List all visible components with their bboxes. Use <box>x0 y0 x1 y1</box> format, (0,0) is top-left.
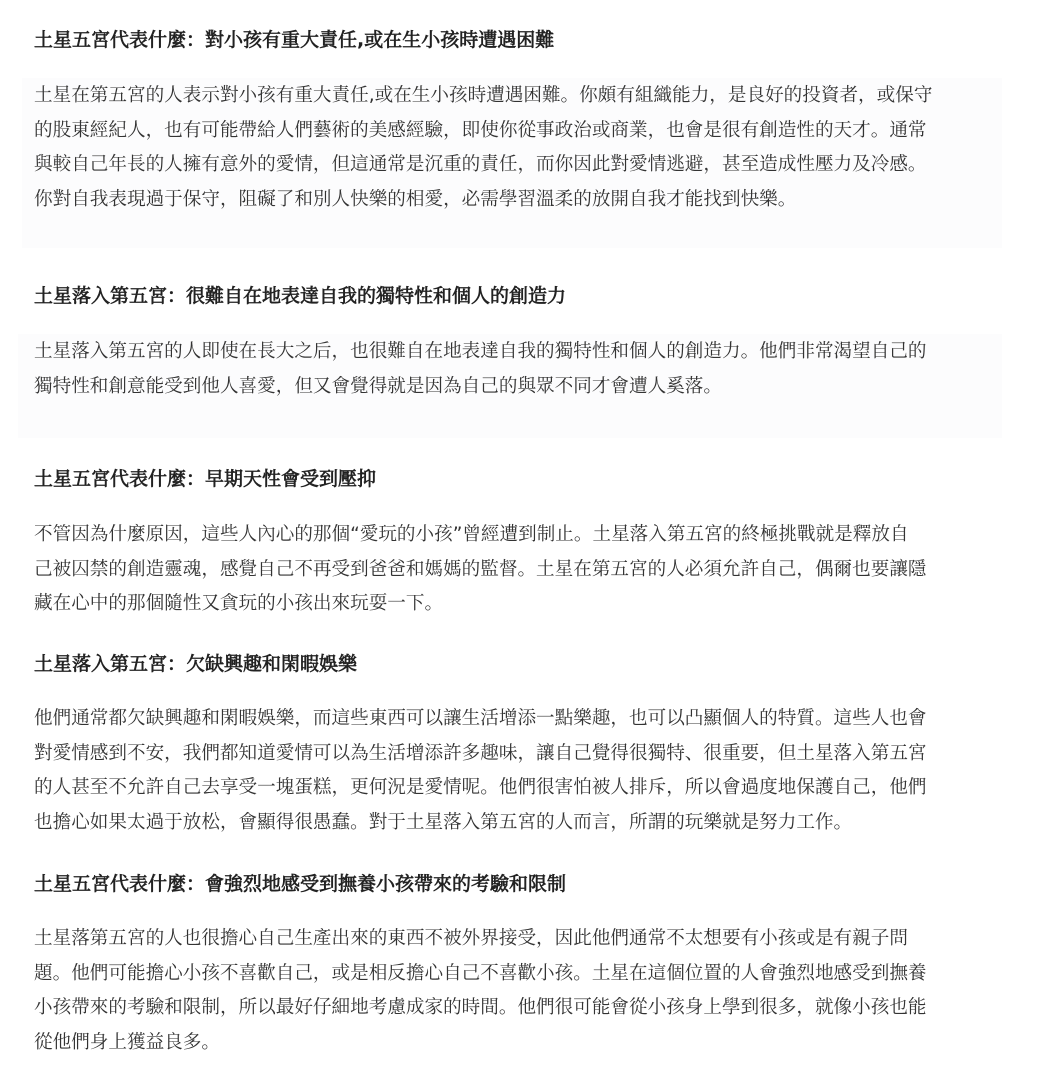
paragraph-line: 小孩帶來的考驗和限制，所以最好仔細地考慮成家的時間。他們很可能會從小孩身上學到很多，就像小孩也能 <box>34 997 927 1018</box>
paragraph-line: 的人甚至不允許自己去享受一塊蛋糕，更何況是愛情呢。他們很害怕被人排斥，所以會過度地保護自己，他們 <box>34 777 927 798</box>
paragraph-line: 對愛情感到不安，我們都知道愛情可以為生活增添許多趣味，讓自己覺得很獨特、很重要，但土星落入第五宮 <box>34 742 927 764</box>
section-paragraph <box>34 702 1009 840</box>
paragraph-line: 不管因為什麼原因，這些人內心的那個“愛玩的小孩”曾經遭到制止。土星落入第五宮的終極挑戰就是釋放自 <box>34 524 909 545</box>
paragraph-line: 土星落入第五宮的人即使在長大之后，也很難自在地表達自我的獨特性和個人的創造力。他們非常渴望自己的 <box>34 341 927 362</box>
section-heading: 土星五宮代表什麼：早期天性會受到壓抑 <box>34 468 377 490</box>
paragraph-line: 獨特性和創意能受到他人喜愛，但又會覺得就是因為自己的與眾不同才會遭人奚落。 <box>34 375 722 397</box>
paragraph-line: 土星在第五宮的人表示對小孩有重大責任,或在生小孩時遭遇困難。你頗有組織能力，是良好的投資者，或保守 <box>34 85 933 106</box>
section-paragraph <box>34 79 1009 217</box>
paragraph-line: 題。他們可能擔心小孩不喜歡自己，或是相反擔心自己不喜歡小孩。土星在這個位置的人會強烈地感受到撫養 <box>34 962 927 984</box>
paragraph-line: 與較自己年長的人擁有意外的愛情，但這通常是沉重的責任，而你因此對愛情逃避，甚至造成性壓力及冷感。 <box>34 154 927 175</box>
section-paragraph <box>34 518 1009 622</box>
paragraph-line: 你對自我表現過于保守，阻礙了和別人快樂的相愛，必需學習溫柔的放開自我才能找到快樂。 <box>34 188 797 210</box>
paragraph-line: 土星落第五宮的人也很擔心自己生產出來的東西不被外界接受，因此他們通常不太想要有小孩或是有親子問 <box>34 928 908 949</box>
paragraph-line: 也擔心如果太過于放松，會顯得很愚蠢。對于土星落入第五宮的人而言，所謂的玩樂就是努力工作。 <box>34 811 853 833</box>
section-paragraph <box>34 335 1009 404</box>
section-paragraph <box>34 922 1009 1060</box>
section-heading: 土星五宮代表什麼：會強烈地感受到撫養小孩帶來的考驗和限制 <box>34 873 567 895</box>
section-heading: 土星落入第五宮：很難自在地表達自我的獨特性和個人的創造力 <box>34 285 567 307</box>
section-heading: 土星落入第五宮：欠缺興趣和閑暇娛樂 <box>34 653 358 675</box>
paragraph-line: 的股東經紀人，也有可能帶給人們藝術的美感經驗，即使你從事政治或商業，也會是很有創造性的天才。通常 <box>34 119 927 141</box>
paragraph-line: 從他們身上獲益良多。 <box>34 1031 220 1053</box>
paragraph-line: 他們通常都欠缺興趣和閑暇娛樂，而這些東西可以讓生活增添一點樂趣，也可以凸顯個人的特質。這些人也會 <box>34 708 927 729</box>
paragraph-line: 己被囚禁的創造靈魂，感覺自己不再受到爸爸和媽媽的監督。土星在第五宮的人必須允許自己，偶爾也要讓隱 <box>34 558 927 580</box>
paragraph-line: 藏在心中的那個隨性又貪玩的小孩出來玩耍一下。 <box>34 593 444 614</box>
section-heading: 土星五宮代表什麼：對小孩有重大責任,或在生小孩時遭遇困難 <box>34 29 555 51</box>
